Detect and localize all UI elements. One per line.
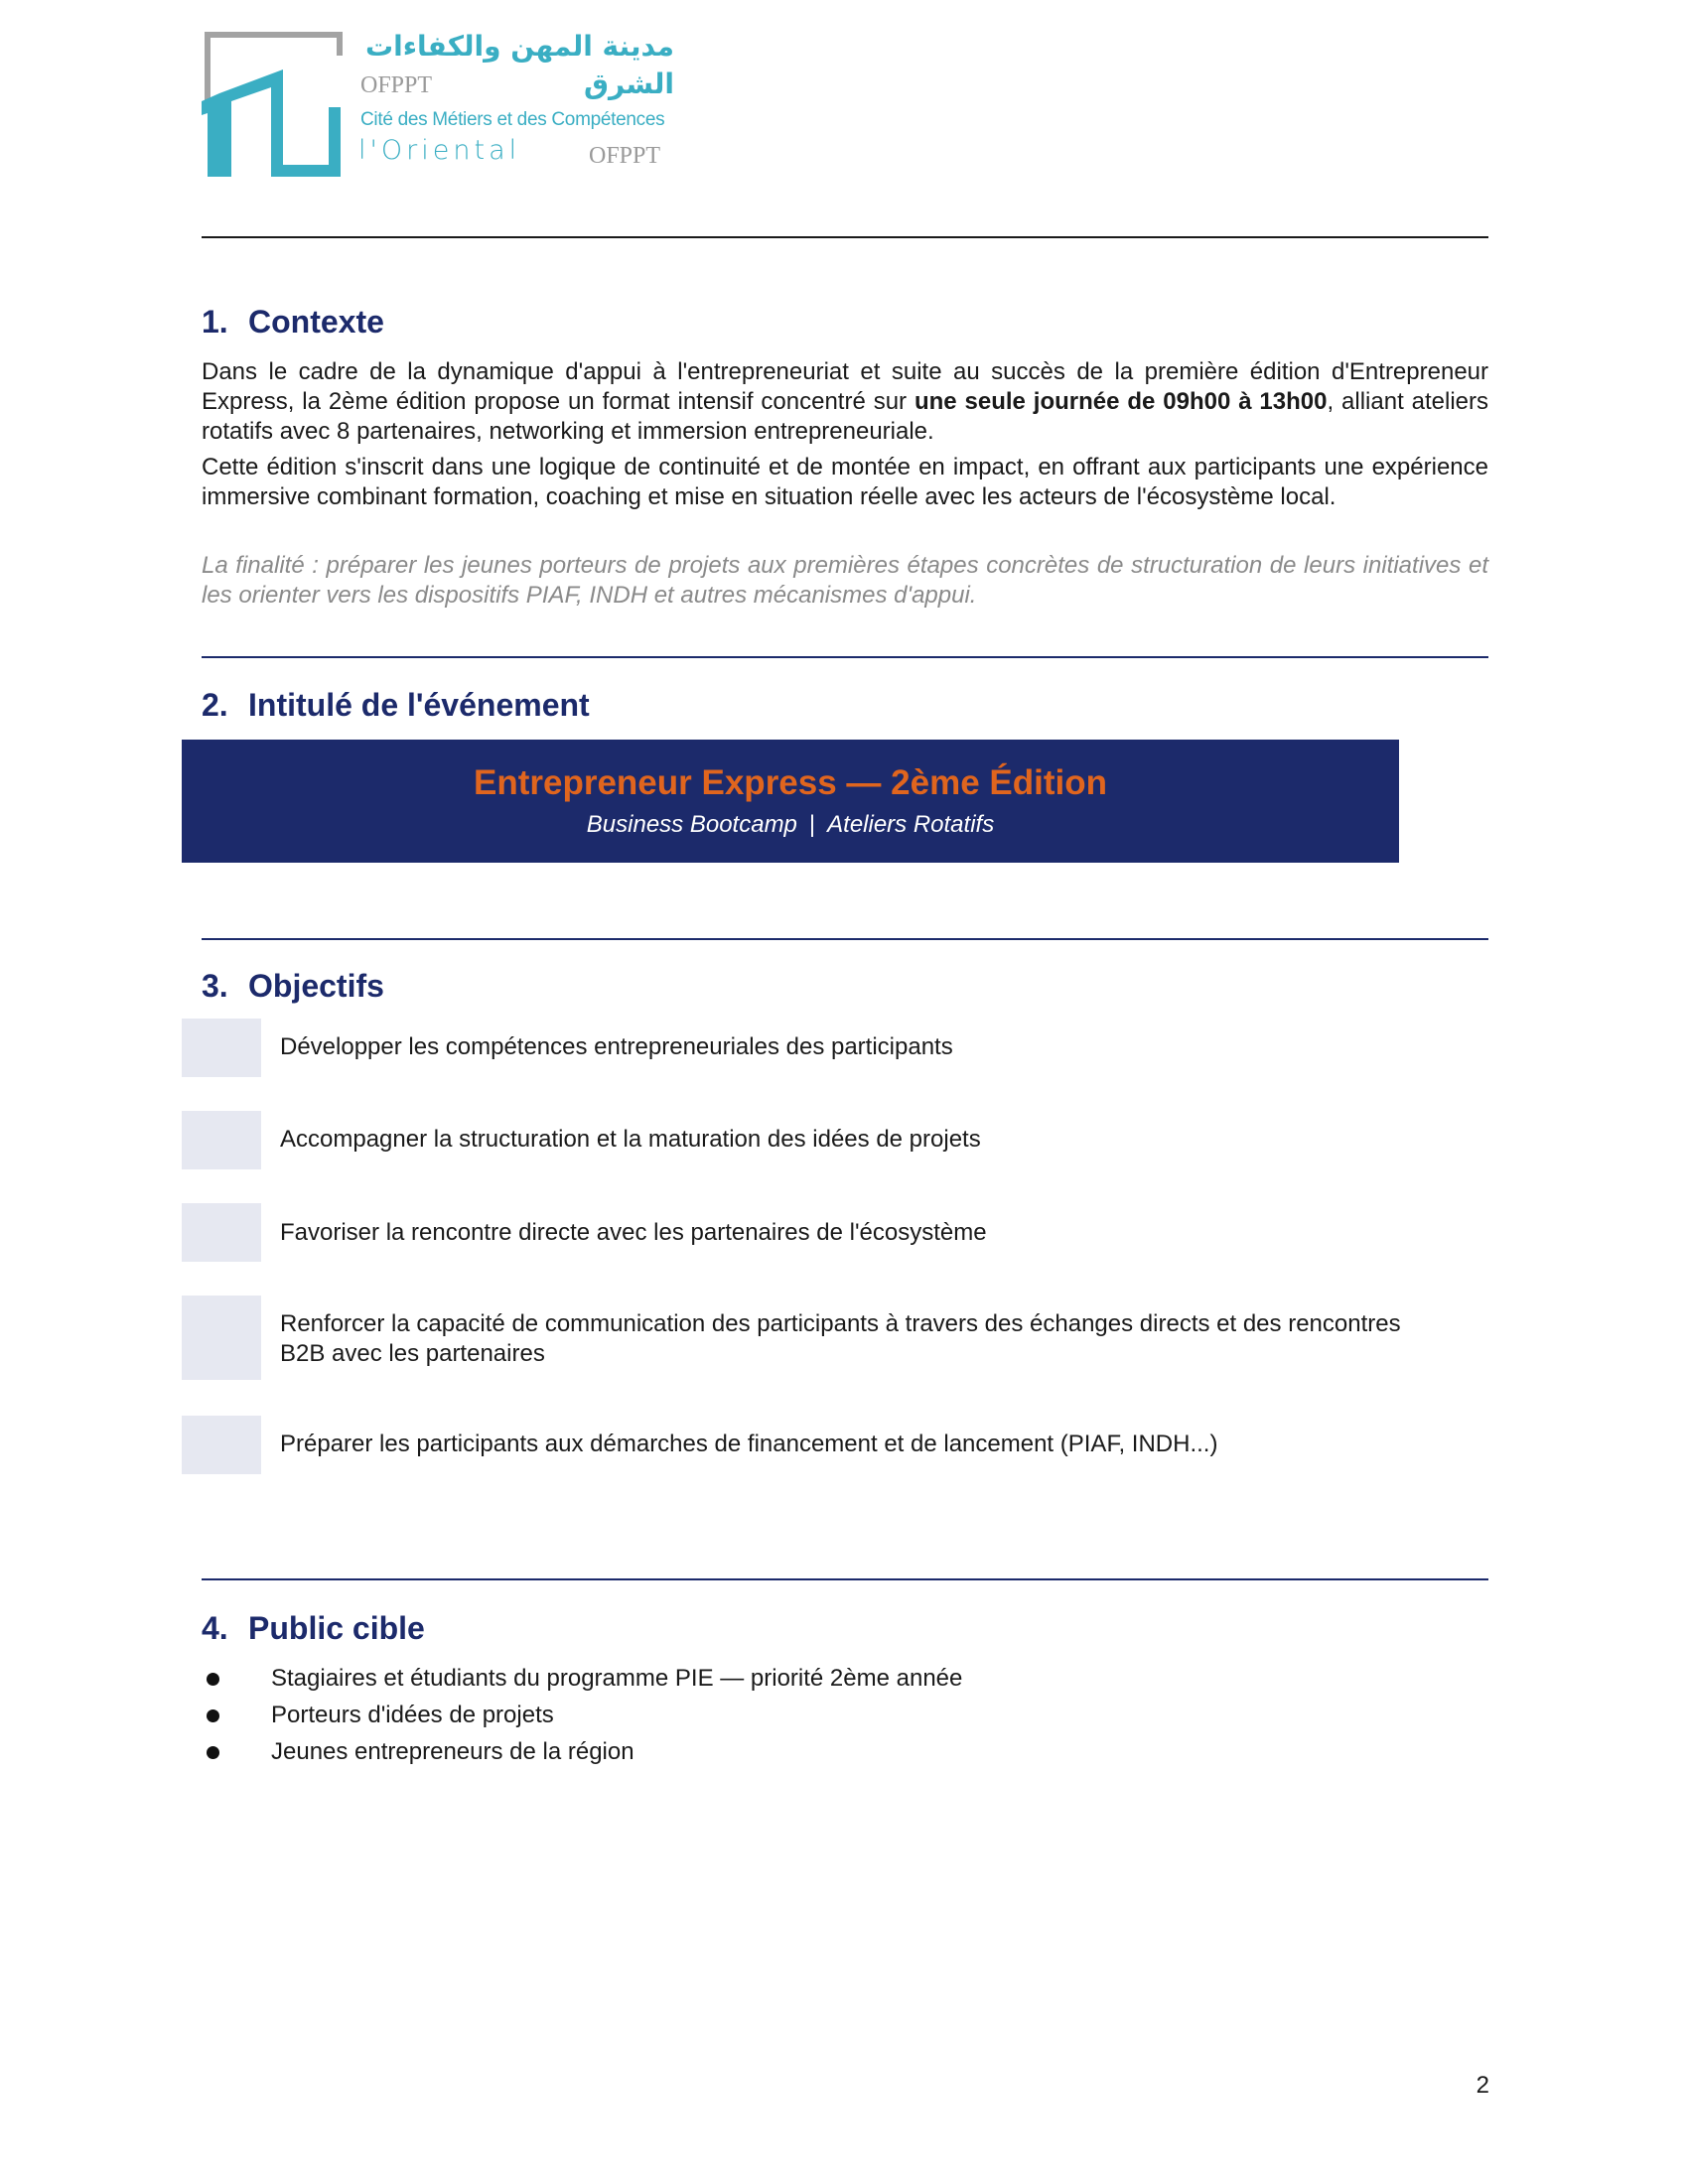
logo-region: l'Oriental	[358, 135, 521, 166]
contexte-paragraph-2: Cette édition s'inscrit dans une logique de continuité et de montée en impact, en offrant aux participants une expérience immersive combinant formation, coaching et mise en situation réelle avec les acteurs de l'écosystème local.	[202, 454, 1488, 510]
bullet-icon	[207, 1673, 219, 1686]
contexte-paragraph-1: Dans le cadre de la dynamique d'appui à l'entrepreneuriat et suite au succès de la première édition d'Entrepreneur Express, la 2ème édition propose un format intensif concentré sur une seule journée de 09h00 à 13h00, alliant ateliers rotatifs avec 8 partenaires, networking et immersion entrepreneuriale.	[202, 358, 1489, 445]
section-divider	[202, 1578, 1488, 1580]
header-divider	[202, 236, 1488, 238]
event-subtitle: Business Bootcamp | Ateliers Rotatifs	[586, 811, 995, 838]
logo-french-title: Cité des Métiers et des Compétences	[360, 109, 665, 130]
logo-ofppt-label: OFPPT	[360, 72, 433, 98]
objective-marker	[182, 1111, 261, 1169]
logo-arabic-title: مدينة المهن والكفاءات	[364, 30, 674, 63]
objective-text: Renforcer la capacité de communication des participants à travers des échanges directs et des rencontres B2B avec les partenaires	[280, 1310, 1401, 1367]
event-title: Entrepreneur Express — 2ème Édition	[474, 763, 1107, 802]
objective-marker	[182, 1416, 261, 1474]
list-item: Stagiaires et étudiants du programme PIE — priorité 2ème année	[202, 1664, 1488, 1701]
section-heading-public: 4. Public cible	[202, 1610, 425, 1646]
objective-text: Préparer les participants aux démarches de financement et de lancement (PIAF, INDH...)	[280, 1431, 1218, 1457]
section-heading-contexte: 1. Contexte	[202, 304, 384, 340]
objective-marker	[182, 1019, 261, 1077]
section-divider	[202, 938, 1488, 940]
contexte-highlight: une seule journée de 09h00 à 13h00	[914, 388, 1328, 415]
page-number: 2	[1476, 2072, 1489, 2099]
objective-text: Favoriser la rencontre directe avec les partenaires de l'écosystème	[280, 1219, 987, 1246]
objective-marker	[182, 1203, 261, 1262]
public-cible-list	[202, 1664, 1488, 1774]
ofppt-logo	[202, 28, 698, 177]
logo-arabic-region: الشرق	[583, 68, 674, 100]
section-heading-objectifs: 3. Objectifs	[202, 968, 384, 1004]
objective-text: Développer les compétences entrepreneuriales des participants	[280, 1033, 953, 1060]
logo-ofppt-label-right: OFPPT	[589, 143, 661, 169]
event-title-banner	[182, 740, 1399, 863]
objective-text: Accompagner la structuration et la maturation des idées de projets	[280, 1126, 981, 1153]
objective-marker	[182, 1296, 261, 1380]
section-divider	[202, 656, 1488, 658]
list-item: Jeunes entrepreneurs de la région	[202, 1737, 1488, 1774]
contexte-finalite: La finalité : préparer les jeunes porteurs de projets aux premières étapes concrètes de structuration de leurs initiatives et les orienter vers les dispositifs PIAF, INDH et autres mécanismes d'appui.	[202, 552, 1488, 609]
building-emblem-icon	[202, 28, 351, 177]
list-item: Porteurs d'idées de projets	[202, 1701, 1488, 1737]
bullet-icon	[207, 1746, 219, 1759]
section-heading-intitule: 2. Intitulé de l'événement	[202, 687, 590, 723]
bullet-icon	[207, 1709, 219, 1722]
